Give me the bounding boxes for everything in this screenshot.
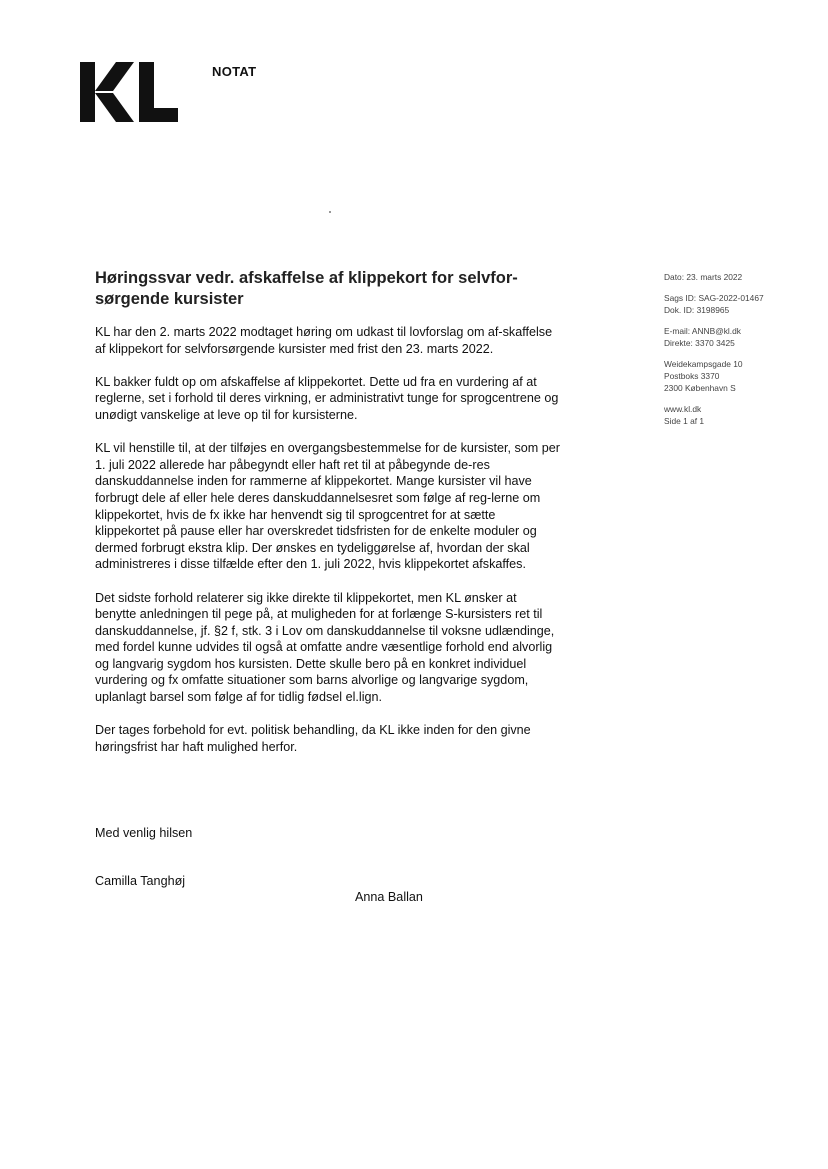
address-group xyxy=(664,358,814,394)
direct-phone-line: Direkte: 3370 3425 xyxy=(664,338,735,348)
body-paragraph: KL bakker fuldt op om afskaffelse af klippekortet. Dette ud fra en vurdering af at reglerne, set i forhold til deres virkning, er administrativt tunge for sprogcentrene og unødigt vanskelige at leve op til for kursisterne. xyxy=(95,374,559,422)
address-box: Postboks 3370 xyxy=(664,371,720,381)
case-id-line: Sags ID: SAG-2022-01467 xyxy=(664,293,764,303)
document-id-line: Dok. ID: 3198965 xyxy=(664,305,730,315)
email-line: E-mail: ANNB@kl.dk xyxy=(664,326,741,336)
date-line: Dato: 23. marts 2022 xyxy=(664,272,743,282)
document-type-label: NOTAT xyxy=(212,64,257,79)
scan-speck xyxy=(329,211,331,213)
metadata-sidebar xyxy=(664,271,814,436)
web-group xyxy=(664,403,814,427)
document-body xyxy=(95,324,560,772)
signatory-name: Anna Ballan xyxy=(355,890,423,904)
address-city: 2300 København S xyxy=(664,383,736,393)
body-paragraph: Der tages forbehold for evt. politisk behandling, da KL ikke inden for den givne høringsfrist har haft mulighed herfor. xyxy=(95,723,531,754)
page-number-line: Side 1 af 1 xyxy=(664,416,705,426)
document-title: Høringssvar vedr. afskaffelse af klippekort for selvfor-sørgende kursister xyxy=(95,269,518,308)
closing-greeting: Med venlig hilsen xyxy=(95,826,193,840)
body-paragraph: KL vil henstille til, at der tilføjes en overgangsbestemmelse for de kursister, som per 1. juli 2022 allerede har påbegyndt eller haft ret til at påbegynde de-res danskuddannelse inden for rammerne af klippekortet. Mange kursister vil have forbrugt dele af eller hele deres danskuddannelsesret som følge af reg-lerne om klippekortet, hvis de fx ikke har henvendt sig til sprogcentret for at sætte klippekortet på pause eller har overskredet tidsfristen for de enkelte moduler og dermed forbrugt ekstra klip. Der ønskes en tydeliggørelse af, hvordan der skal administreres i disse tilfælde efter den 1. juli 2022, hvis klippekortet afskaffes. xyxy=(95,441,561,572)
signatory-name: Camilla Tanghøj xyxy=(95,874,186,888)
body-paragraph: Det sidste forhold relaterer sig ikke direkte til klippekortet, men KL ønsker at benytte anledningen til pege på, at muligheden for at forlænge S-kursisters ret til danskuddannelse, jf. §2 f, stk. 3 i Lov om danskuddannelse til voksne udlændinge, med fordel kunne udvides til også at omfatte andre væsentlige forhold end alvorlig og langvarig sygdom hos kursisten. Dette skulle bero på en konkret individuel vurdering og fx omfatte situationer som barns alvorlige og langvarige sygdom, uplanlagt barsel som følge af for tidlig fødsel el.lign. xyxy=(95,590,555,705)
website-line: www.kl.dk xyxy=(664,404,702,414)
id-group xyxy=(664,292,814,316)
address-street: Weidekampsgade 10 xyxy=(664,359,743,369)
date-group xyxy=(664,271,814,283)
kl-logo xyxy=(80,62,178,122)
contact-group xyxy=(664,325,814,349)
body-paragraph: KL har den 2. marts 2022 modtaget høring om udkast til lovforslag om af-skaffelse af klippekort for selvforsørgende kursister med frist den 23. marts 2022. xyxy=(95,325,553,356)
